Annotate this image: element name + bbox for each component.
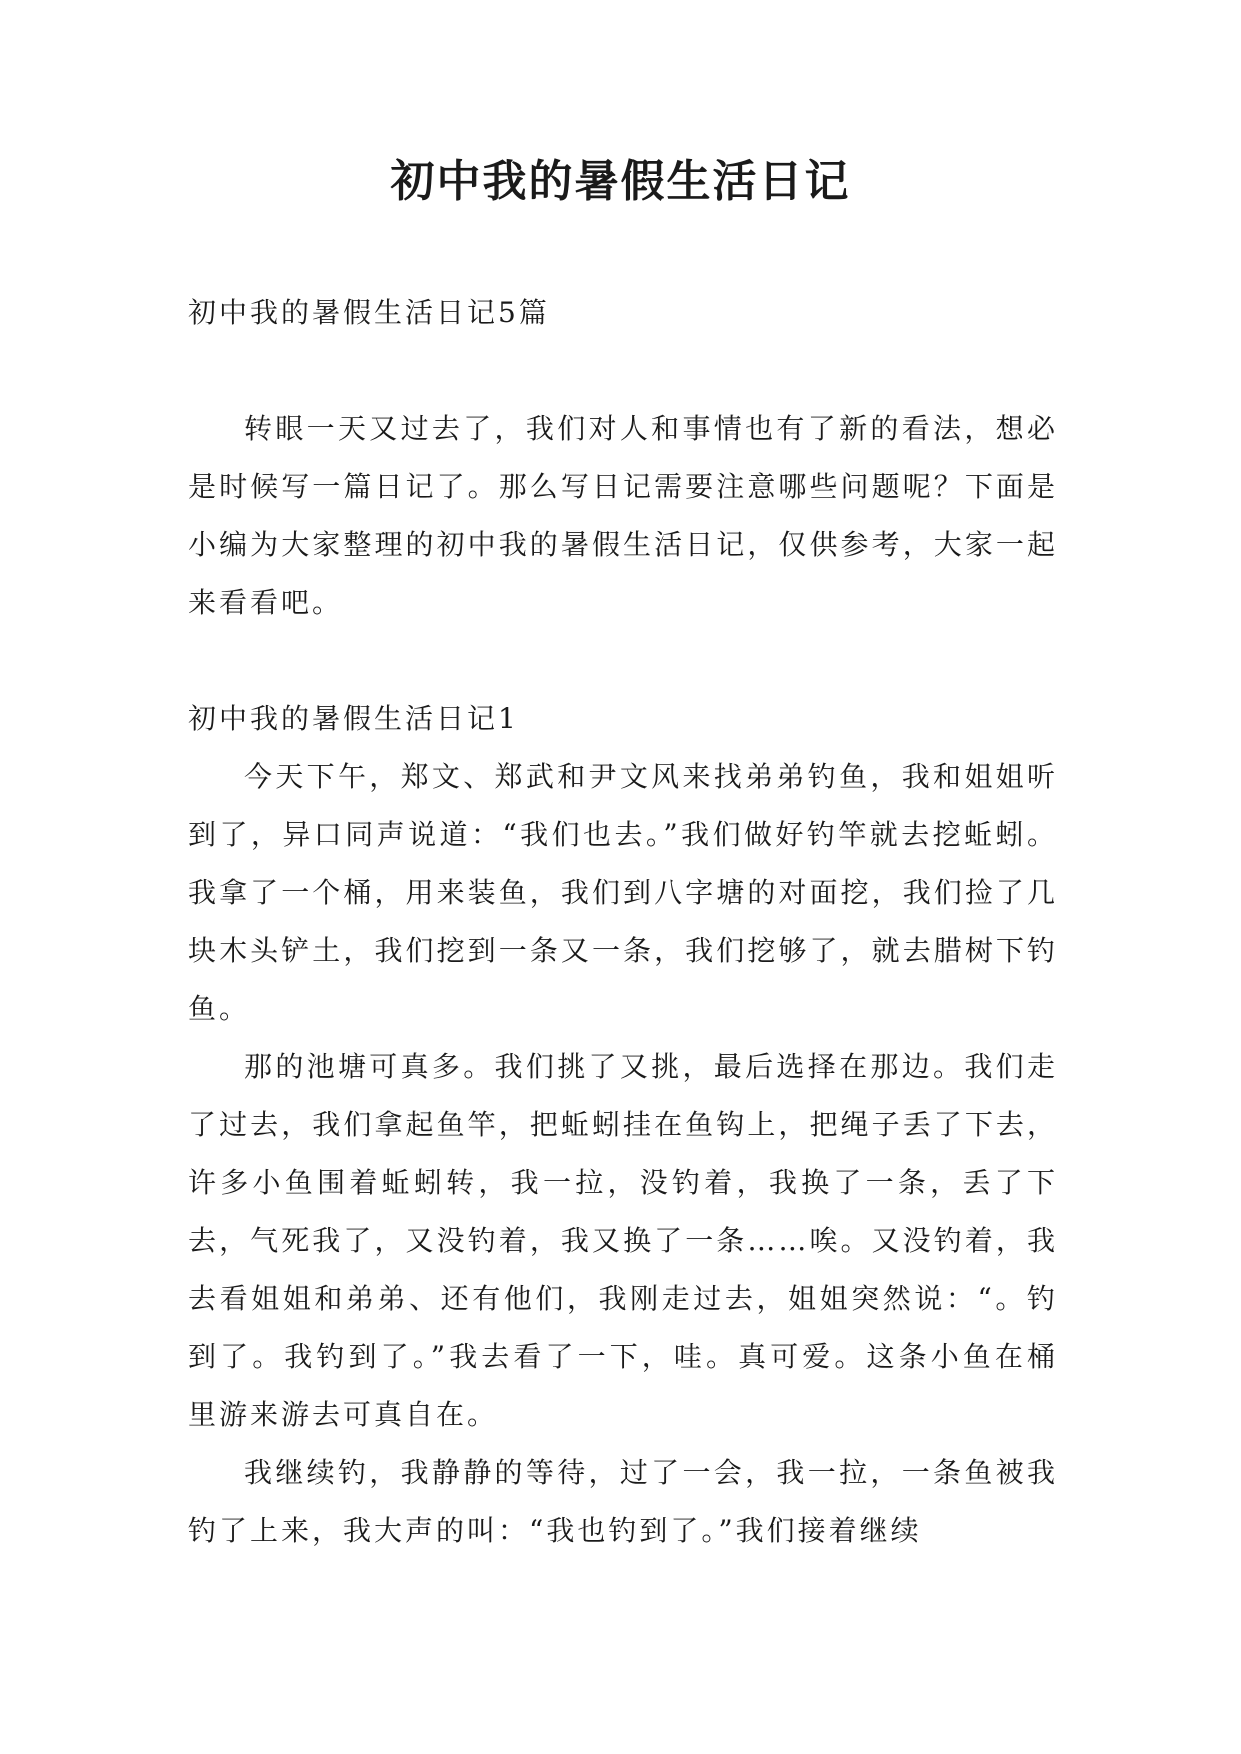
document-subtitle: 初中我的暑假生活日记5篇 [188, 296, 550, 329]
intro-paragraph: 转眼一天又过去了，我们对人和事情也有了新的看法，想必是时候写一篇日记了。那么写日记需要注意哪些问题呢？下面是小编为大家整理的初中我的暑假生活日记，仅供参考，大家一起来看看吧。 [188, 412, 1058, 619]
body-paragraph: 我继续钓，我静静的等待，过了一会，我一拉，一条鱼被我钓了上来，我大声的叫：“我也钓到了。”我们接着继续 [188, 1456, 1058, 1547]
document-title: 初中我的暑假生活日记 [390, 156, 851, 207]
spacer [188, 632, 1058, 690]
spacer [188, 342, 1058, 400]
document-body [188, 284, 1058, 1560]
body-paragraph: 今天下午，郑文、郑武和尹文风来找弟弟钓鱼，我和姐姐听到了，异口同声说道：“我们也去。”我们做好钓竿就去挖蚯蚓。我拿了一个桶，用来装鱼，我们到八字塘的对面挖，我们捡了几块木头铲土，我们挖到一条又一条，我们挖够了，就去腊树下钓鱼。 [188, 760, 1058, 1025]
section-heading: 初中我的暑假生活日记1 [188, 702, 519, 735]
body-paragraph: 那的池塘可真多。我们挑了又挑，最后选择在那边。我们走了过去，我们拿起鱼竿，把蚯蚓挂在鱼钩上，把绳子丢了下去，许多小鱼围着蚯蚓转，我一拉，没钓着，我换了一条，丢了下去，气死我了，又没钓着，我又换了一条……唉。又没钓着，我去看姐姐和弟弟、还有他们，我刚走过去，姐姐突然说：“。钓到了。我钓到了。”我去看了一下，哇。真可爱。这条小鱼在桶里游来游去可真自在。 [188, 1050, 1058, 1431]
